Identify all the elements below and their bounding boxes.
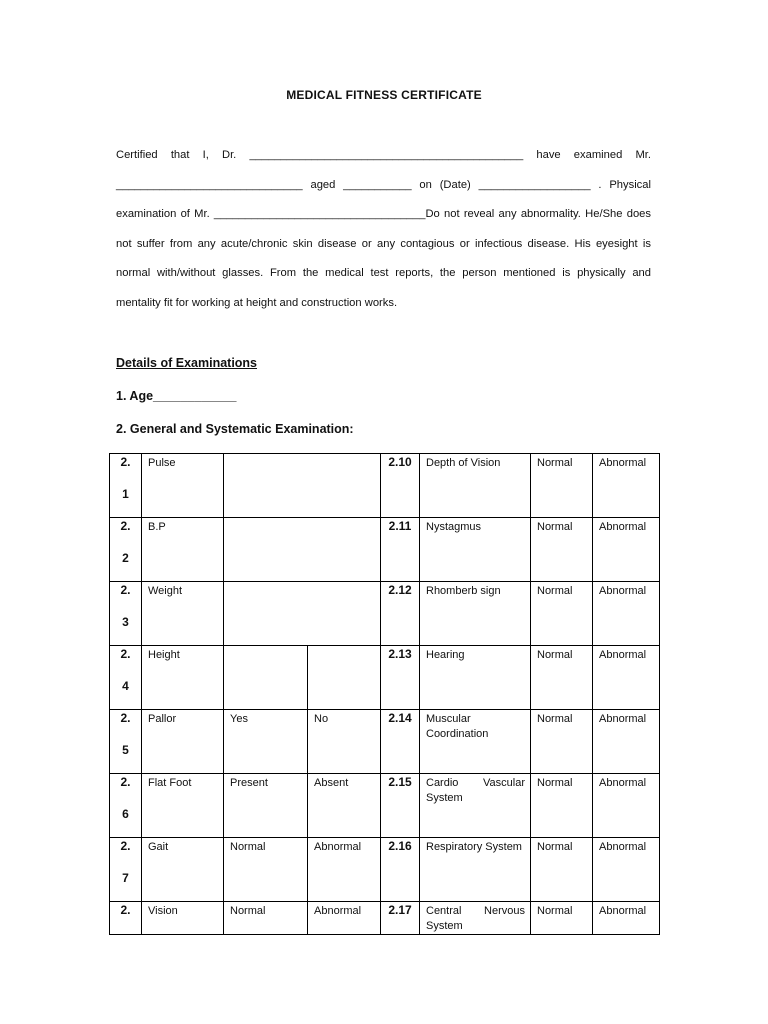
row-number-2: 2.11: [381, 518, 420, 582]
value-text: Normal: [230, 905, 266, 917]
exam-row: [110, 454, 660, 518]
abnormal-option[interactable]: [593, 902, 660, 935]
value-cell[interactable]: [308, 902, 381, 935]
option-text: Abnormal: [599, 777, 647, 789]
paragraph-line: Certified that I, Dr. ____________________________________________ have examined Mr.: [116, 149, 651, 161]
paragraph-line: not suffer from any acute/chronic skin disease or any contagious or infectious disease. His eyesight is: [116, 237, 651, 250]
row-number-part: 6: [122, 807, 129, 821]
abnormal-option[interactable]: [593, 646, 660, 710]
row-number: [110, 902, 142, 935]
row-number: [110, 518, 142, 582]
option-text: Abnormal: [599, 841, 647, 853]
exam-label-2: Rhomberb sign: [426, 585, 501, 597]
option-text: Abnormal: [599, 457, 647, 469]
row-number-2: 2.16: [381, 838, 420, 902]
option-text: Abnormal: [599, 585, 647, 597]
abnormal-option[interactable]: [593, 774, 660, 838]
exam-label: Pallor: [148, 713, 177, 725]
general-heading: 2. General and Systematic Examination:: [116, 422, 354, 436]
option-text: Normal: [537, 777, 573, 789]
abnormal-option[interactable]: [593, 518, 660, 582]
exam-row: [110, 902, 660, 935]
option-text: Abnormal: [599, 713, 647, 725]
row-number-part: 7: [122, 871, 129, 885]
row-number-part: 2.: [120, 903, 131, 917]
row-number: [110, 774, 142, 838]
exam-label-2: Hearing: [426, 649, 465, 661]
option-text: Normal: [537, 521, 573, 533]
value-text: Present: [230, 777, 268, 789]
row-number-part: 2.: [120, 775, 131, 789]
normal-option[interactable]: [531, 582, 593, 646]
row-number: [110, 646, 142, 710]
exam-label: Gait: [148, 841, 169, 853]
value-cell[interactable]: [224, 646, 308, 710]
row-number-2: 2.15: [381, 774, 420, 838]
value-text: [224, 646, 307, 648]
value-text: [224, 582, 380, 584]
value-text: No: [314, 713, 329, 725]
value-text: Abnormal: [314, 905, 362, 917]
exam-row: [110, 582, 660, 646]
normal-option[interactable]: [531, 518, 593, 582]
exam-label-2: Respiratory System: [426, 841, 522, 853]
value-cell[interactable]: [224, 838, 308, 902]
value-text: [308, 646, 380, 648]
row-number-2: 2.14: [381, 710, 420, 774]
row-number-2: 2.17: [381, 902, 420, 935]
exam-label-2: Nystagmus: [426, 521, 482, 533]
value-cell[interactable]: [308, 646, 381, 710]
row-number-part: 2.: [120, 711, 131, 725]
abnormal-option[interactable]: [593, 582, 660, 646]
value-cell[interactable]: [308, 774, 381, 838]
exam-row: [110, 838, 660, 902]
value-cell[interactable]: [224, 518, 381, 582]
row-number-part: 1: [122, 487, 129, 501]
exam-label: Weight: [148, 585, 183, 597]
row-number-2: 2.13: [381, 646, 420, 710]
abnormal-option[interactable]: [593, 454, 660, 518]
certificate-title: MEDICAL FITNESS CERTIFICATE: [286, 88, 482, 102]
value-cell[interactable]: [224, 902, 308, 935]
value-text: Normal: [230, 841, 266, 853]
row-number-part: 4: [122, 679, 129, 693]
normal-option[interactable]: [531, 646, 593, 710]
row-number-part: 2.: [120, 839, 131, 853]
option-text: Normal: [537, 649, 573, 661]
option-text: Abnormal: [599, 905, 647, 917]
exam-label-2: Depth of Vision: [426, 457, 501, 469]
row-number-part: 5: [122, 743, 129, 757]
row-number-part: 2: [122, 551, 129, 565]
row-number-part: 3: [122, 615, 129, 629]
exam-row: [110, 646, 660, 710]
value-cell[interactable]: [224, 774, 308, 838]
normal-option[interactable]: [531, 902, 593, 935]
normal-option[interactable]: [531, 774, 593, 838]
paragraph-line: mentality fit for working at height and construction works.: [116, 296, 398, 309]
exam-label: Pulse: [148, 457, 176, 469]
row-number-part: 2.: [120, 647, 131, 661]
value-text: [224, 518, 380, 520]
details-heading: Details of Examinations: [116, 356, 258, 370]
value-cell[interactable]: [308, 838, 381, 902]
examination-table: [109, 453, 660, 935]
exam-label: Flat Foot: [148, 777, 192, 789]
exam-label-2: Central Nervous System: [426, 905, 525, 932]
paragraph-line: examination of Mr. __________________________________Do not reveal any abnormality. He/She does: [116, 208, 651, 221]
row-number-part: 2.: [120, 583, 131, 597]
row-number: [110, 454, 142, 518]
normal-option[interactable]: [531, 710, 593, 774]
paragraph-line: ______________________________ aged ___________ on (Date) __________________ . Physical: [116, 178, 651, 191]
option-text: Normal: [537, 457, 573, 469]
value-text: Absent: [314, 777, 349, 789]
exam-row: [110, 710, 660, 774]
exam-label: Vision: [148, 905, 178, 917]
option-text: Abnormal: [599, 521, 647, 533]
abnormal-option[interactable]: [593, 710, 660, 774]
certificate-paragraph: [116, 145, 651, 323]
exam-label-2: Muscular Coordination: [426, 713, 489, 740]
abnormal-option[interactable]: [593, 838, 660, 902]
row-number-2: 2.10: [381, 454, 420, 518]
row-number: [110, 710, 142, 774]
value-text: [224, 454, 380, 456]
option-text: Abnormal: [599, 649, 647, 661]
row-number: [110, 838, 142, 902]
exam-label-2: Cardio Vascular System: [426, 777, 525, 804]
normal-option[interactable]: [531, 838, 593, 902]
row-number-part: 2.: [120, 455, 131, 469]
row-number: [110, 582, 142, 646]
exam-row: [110, 518, 660, 582]
option-text: Normal: [537, 713, 573, 725]
age-line: 1. Age____________: [116, 389, 237, 403]
paragraph-line: normal with/without glasses. From the medical test reports, the person mentioned is physically and: [116, 267, 651, 280]
value-cell[interactable]: [308, 710, 381, 774]
option-text: Normal: [537, 841, 573, 853]
option-text: Normal: [537, 585, 573, 597]
normal-option[interactable]: [531, 454, 593, 518]
value-text: Yes: [230, 713, 248, 725]
value-text: Abnormal: [314, 841, 362, 853]
exam-row: [110, 774, 660, 838]
option-text: Normal: [537, 905, 573, 917]
row-number-part: 2.: [120, 519, 131, 533]
value-cell[interactable]: [224, 582, 381, 646]
value-cell[interactable]: [224, 710, 308, 774]
row-number-2: 2.12: [381, 582, 420, 646]
value-cell[interactable]: [224, 454, 381, 518]
exam-label: Height: [148, 649, 180, 661]
exam-label: B.P: [148, 521, 166, 533]
